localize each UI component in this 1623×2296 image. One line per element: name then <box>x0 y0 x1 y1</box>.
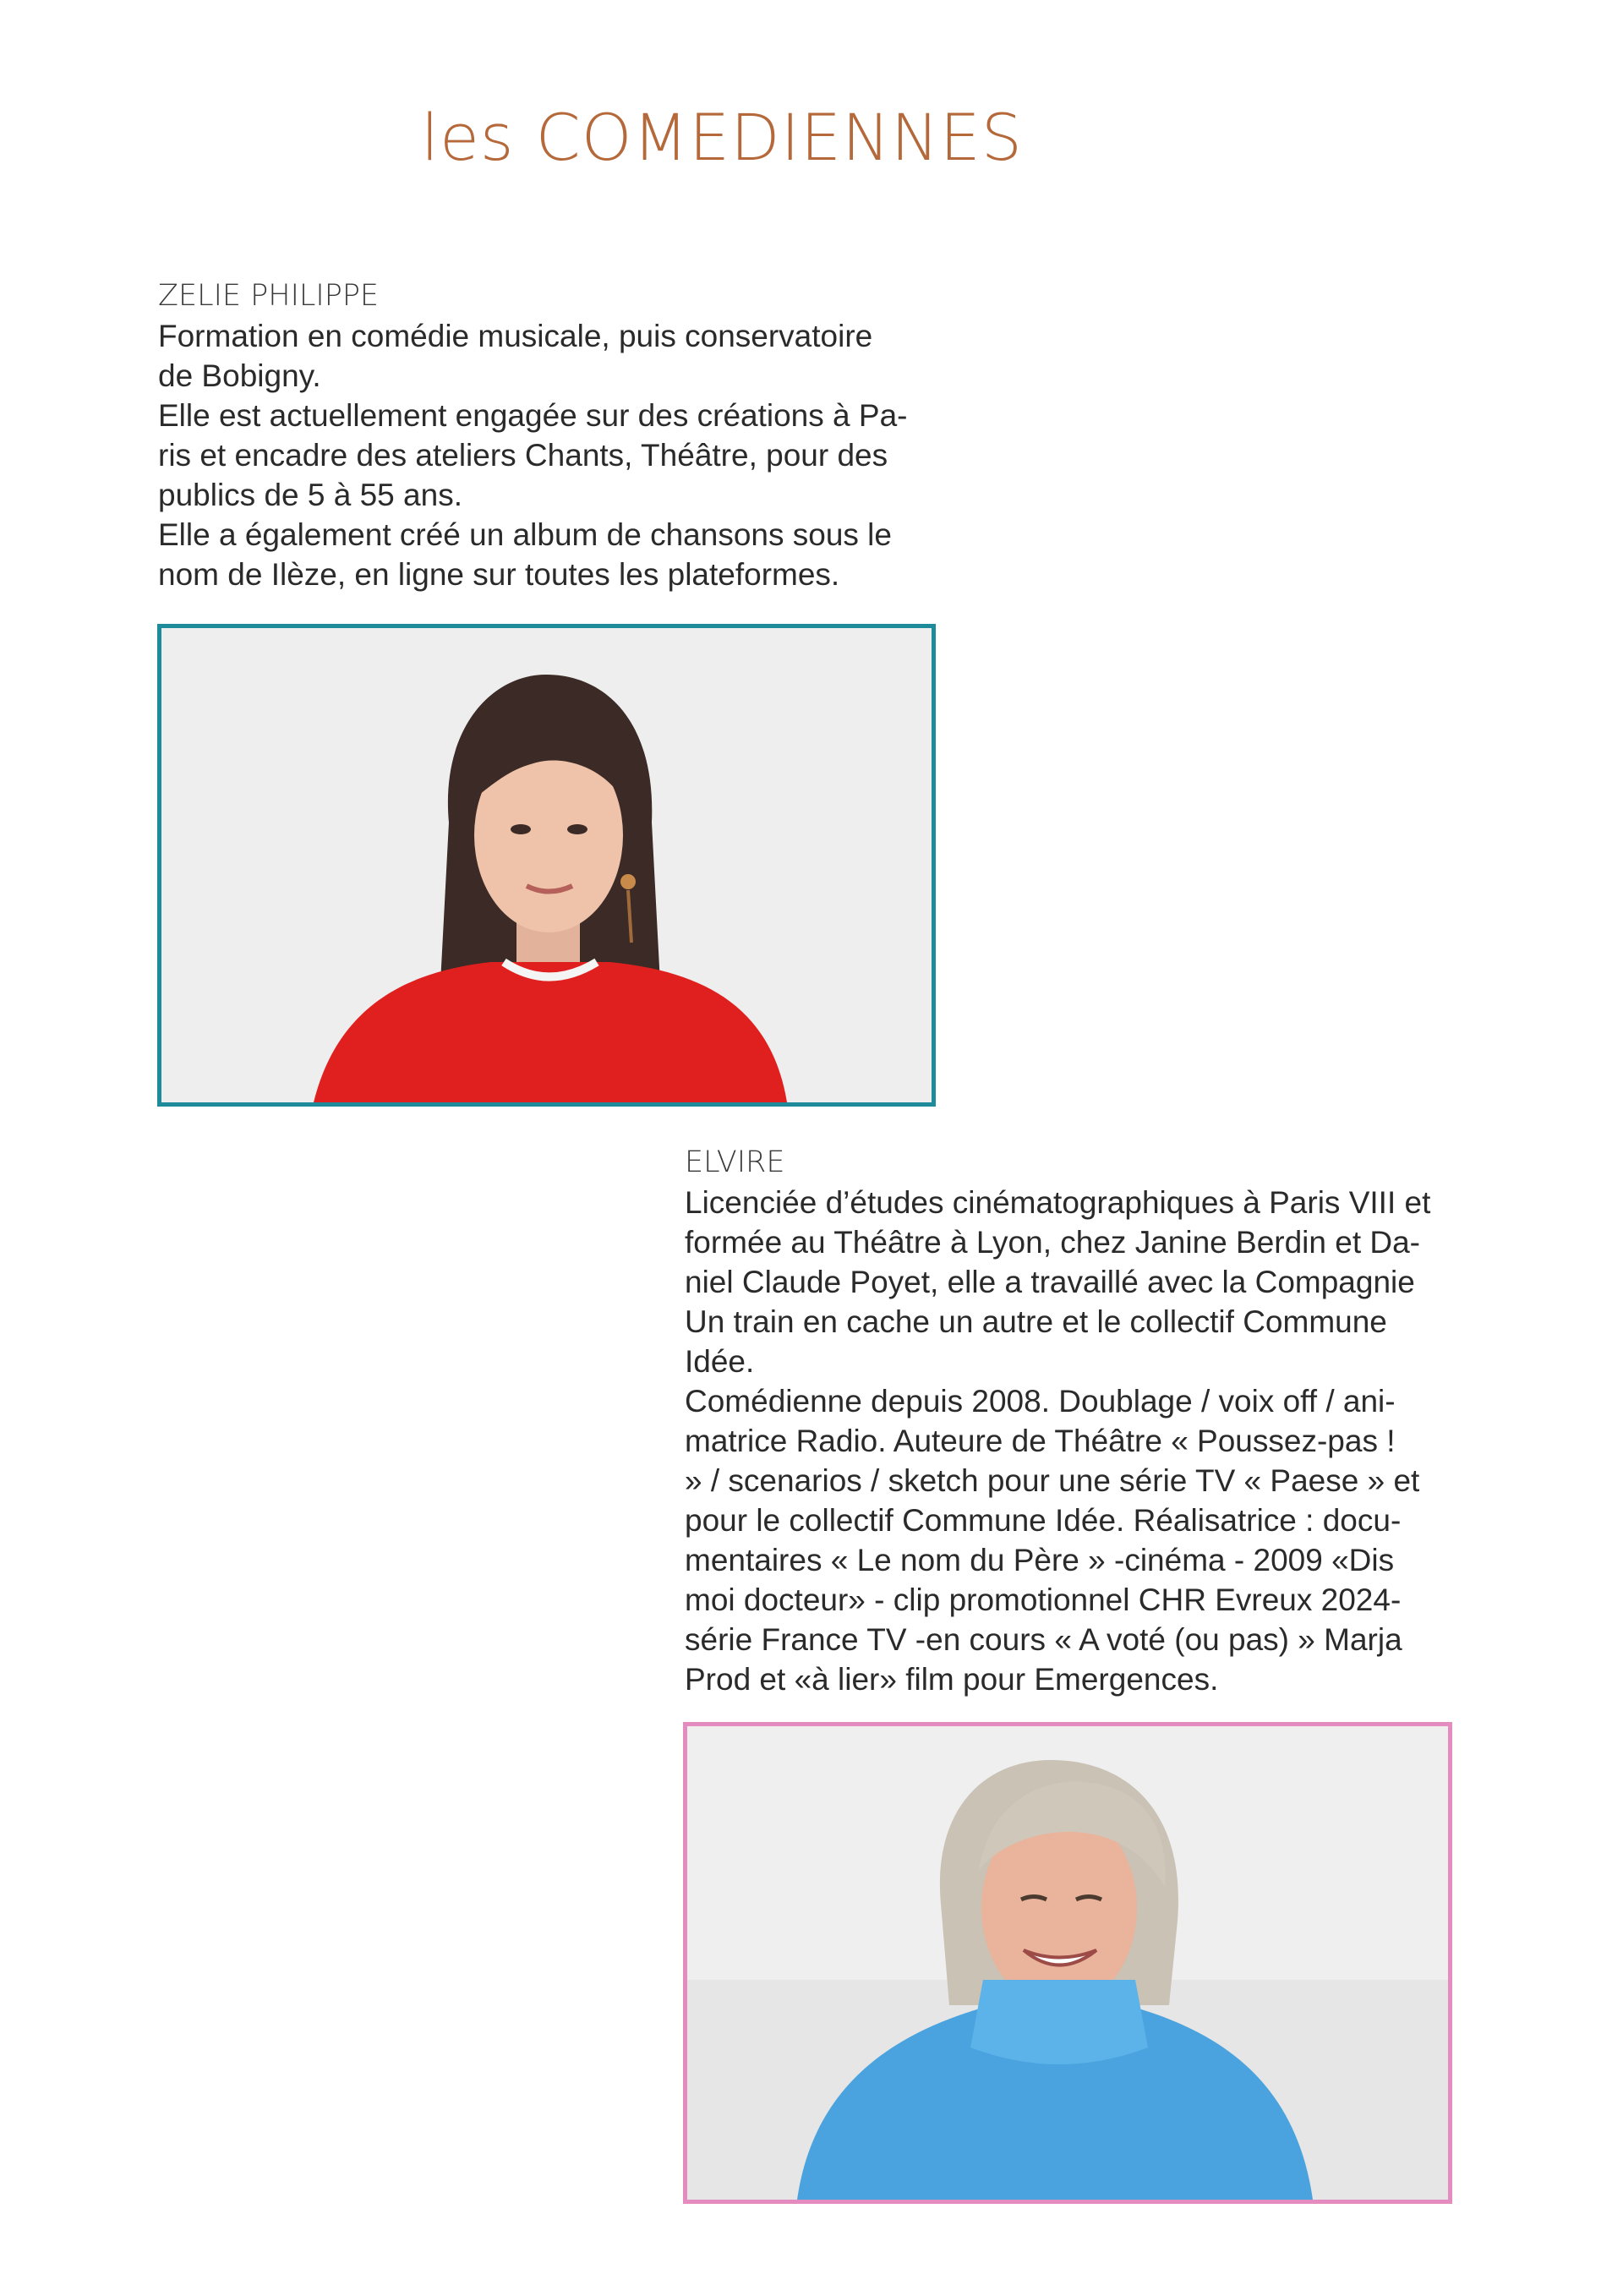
bio-line: de Bobigny. <box>158 358 321 393</box>
bio-line: Elle a également créé un album de chansons sous le <box>158 517 892 552</box>
bio-line: publics de 5 à 55 ans. <box>158 478 462 512</box>
portrait-illustration <box>687 1726 1448 2200</box>
bio-line: ris et encadre des ateliers Chants, Théâtre, pour des <box>158 438 888 473</box>
actress-name: ZELIE PHILIPPE <box>158 279 380 313</box>
bio-line: Comédienne depuis 2008. Doublage / voix off / ani- <box>685 1384 1396 1419</box>
bio-line: niel Claude Poyet, elle a travaillé avec la Compagnie <box>685 1265 1415 1299</box>
actress-bio-elvire <box>685 1143 1462 1699</box>
page-title: les COMEDIENNES <box>421 100 1024 175</box>
bio-line: moi docteur» - clip promotionnel CHR Evreux 2024- <box>685 1583 1402 1617</box>
bio-line: pour le collectif Commune Idée. Réalisatrice : docu- <box>685 1503 1402 1538</box>
bio-line: mentaires « Le nom du Père » -cinéma - 2009 «Dis <box>685 1543 1395 1577</box>
bio-line: Prod et «à lier» film pour Emergences. <box>685 1662 1219 1697</box>
bio-line: nom de Ilèze, en ligne sur toutes les plateformes. <box>158 557 840 592</box>
portrait-photo-elvire <box>683 1722 1452 2204</box>
bio-line: » / scenarios / sketch pour une série TV « Paese » et <box>685 1463 1420 1498</box>
portrait-photo-zelie <box>157 624 936 1107</box>
bio-line: Un train en cache un autre et le collectif Commune <box>685 1304 1387 1339</box>
portrait-illustration <box>161 628 932 1102</box>
actress-bio-zelie <box>158 276 936 594</box>
bio-line: Formation en comédie musicale, puis conservatoire <box>158 319 873 353</box>
actress-name: ELVIRE <box>685 1145 785 1179</box>
bio-line: série France TV -en cours « A voté (ou pas) » Marja <box>685 1622 1402 1657</box>
bio-line: Idée. <box>685 1344 755 1379</box>
bio-line: Elle est actuellement engagée sur des créations à Pa- <box>158 398 908 433</box>
bio-line: Licenciée d’études cinématographiques à Paris VIII et <box>685 1185 1431 1220</box>
bio-line: matrice Radio. Auteure de Théâtre « Poussez-pas ! <box>685 1424 1396 1458</box>
bio-line: formée au Théâtre à Lyon, chez Janine Berdin et Da- <box>685 1225 1421 1260</box>
